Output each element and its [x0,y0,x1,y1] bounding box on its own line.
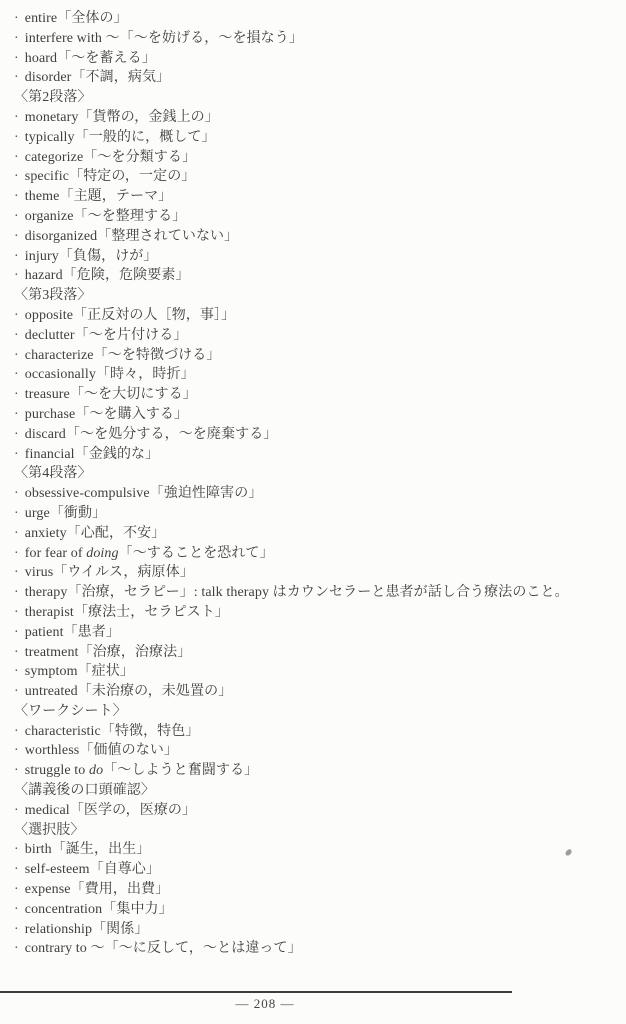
vocab-entry [14,583,622,603]
vocab-entry [14,207,622,227]
bullet-dot: · [14,505,19,521]
vocab-entry [14,801,622,821]
entry-text: patient「患者」 [24,624,120,640]
bullet-dot: · [14,228,19,244]
entry-text: purchase「～を購入する」 [24,406,189,422]
entry-text: relationship「関係」 [24,921,149,937]
vocab-entry [14,643,622,663]
vocab-entry [14,544,622,564]
bullet-dot: · [14,208,19,224]
entry-text: occasionally「時々，時折」 [24,367,195,383]
entry-text: therapy「治療，セラピー」: talk therapy はカウンセラーと患者が話し合う療法のこと。 [24,585,569,601]
vocab-entry [14,603,622,623]
entry-text: 〈ワークシート〉 [14,703,127,719]
entry-text: 「～することを恐れて」 [118,545,274,561]
vocab-entry [14,920,622,940]
vocab-entry [14,445,622,465]
section-heading [14,464,622,484]
bullet-dot: · [14,664,19,680]
entry-text: struggle to [24,763,89,779]
bullet-dot: · [14,842,19,858]
vocab-entry [14,761,622,781]
entry-text: opposite「正反対の人［物，事］」 [24,307,236,323]
bullet-dot: · [14,129,19,145]
vocab-entry [14,741,622,761]
vocab-entry [14,266,622,286]
entry-text: financial「金銭的な」 [24,446,160,462]
bullet-dot: · [14,684,19,700]
bullet-dot: · [14,644,19,660]
vocab-entry [14,623,622,643]
vocab-entry [14,247,622,267]
entry-text: typically「一般的に，概して」 [24,129,216,145]
bullet-dot: · [14,486,19,502]
vocab-entry [14,504,622,524]
bullet-dot: · [14,545,19,561]
entry-text: doing [86,545,119,561]
vocab-entry [14,484,622,504]
bullet-dot: · [14,941,19,957]
vocab-entry [14,49,622,69]
entry-text: 〈選択肢〉 [14,822,85,838]
vocab-entry [14,682,622,702]
entry-text: declutter「～を片付ける」 [24,327,188,343]
entry-text: do [88,763,104,779]
entry-text: interfere with ～「～を妨げる，～を損なう」 [24,30,303,46]
entry-text: expense「費用，出費」 [24,882,170,898]
bullet-dot: · [14,149,19,165]
bullet-dot: · [14,802,19,818]
vocab-entry [14,9,622,29]
entry-text: hazard「危険，危険要素」 [24,268,190,284]
vocab-entry [14,840,622,860]
bullet-dot: · [14,11,19,26]
vocab-entry [14,29,622,49]
vocab-entry [14,425,622,445]
bullet-dot: · [14,406,19,422]
entry-text: 「～しようと奮闘する」 [103,763,259,779]
entry-text: for fear of [24,545,87,561]
bullet-dot: · [14,327,19,343]
bullet-dot: · [14,268,19,284]
vocab-entry [14,148,622,168]
entry-text: 〈講義後の口頭確認〉 [14,783,155,799]
bullet-dot: · [14,426,19,442]
vocab-entry [14,563,622,583]
page-number: — 208 — [235,996,295,1011]
vocab-entry [14,326,622,346]
vocab-entry [14,306,622,326]
entry-text: worthless「価値のない」 [24,743,179,759]
bullet-dot: · [14,604,19,620]
bullet-dot: · [14,862,19,878]
section-heading [14,702,622,722]
entry-text: symptom「症状」 [24,664,134,680]
entry-text: urge「衝動」 [24,505,107,521]
bullet-dot: · [14,189,19,205]
bullet-dot: · [14,565,19,581]
entry-text: obsessive-compulsive「強迫性障害の」 [24,486,263,502]
entry-text: therapist「療法士，セラピスト」 [24,604,229,620]
vocab-entry [14,662,622,682]
bullet-dot: · [14,307,19,323]
entry-text: injury「負傷，けが」 [24,248,158,264]
bullet-dot: · [14,585,19,601]
entry-text: 〈第3段落〉 [14,288,92,304]
vocab-entry [14,167,622,187]
vocab-entry [14,108,622,128]
entry-text: characterize「～を特徴づける」 [24,347,221,363]
vocab-entry [14,68,622,88]
vocab-entry [14,365,622,385]
bullet-dot: · [14,367,19,383]
bullet-dot: · [14,347,19,363]
entry-text: disorganized「整理されていない」 [24,228,239,244]
bullet-dot: · [14,446,19,462]
entry-text: entire「全体の」 [24,11,128,26]
bullet-dot: · [14,248,19,264]
vocab-entry [14,524,622,544]
bullet-dot: · [14,70,19,86]
entry-text: disorder「不調，病気」 [24,70,171,86]
bullet-dot: · [14,387,19,403]
vocab-entry [14,346,622,366]
entry-text: medical「医学の，医療の」 [24,802,197,818]
vocab-entry [14,722,622,742]
footer-rule [0,991,512,993]
bullet-dot: · [14,30,19,46]
bullet-dot: · [14,624,19,640]
bullet-dot: · [14,50,19,66]
vocab-list [14,9,622,959]
section-heading [14,821,622,841]
vocab-entry [14,939,622,959]
entry-text: concentration「集中力」 [24,901,173,917]
vocab-entry [14,405,622,425]
vocab-entry [14,900,622,920]
bullet-dot: · [14,109,19,125]
bullet-dot: · [14,921,19,937]
entry-text: birth「誕生，出生」 [24,842,151,858]
entry-text: specific「特定の，一定の」 [24,169,196,185]
bullet-dot: · [14,525,19,541]
bullet-dot: · [14,901,19,917]
entry-text: treatment「治療，治療法」 [24,644,192,660]
entry-text: 〈第2段落〉 [14,90,92,106]
entry-text: organize「～を整理する」 [24,208,187,224]
entry-text: virus「ウイルス，病原体」 [24,565,194,581]
entry-text: hoard「～を蓄える」 [24,50,156,66]
bullet-dot: · [14,723,19,739]
section-heading [14,286,622,306]
entry-text: anxiety「心配，不安」 [24,525,166,541]
bullet-dot: · [14,882,19,898]
entry-text: untreated「未治療の，未処置の」 [24,684,233,700]
bullet-dot: · [14,169,19,185]
vocab-entry [14,385,622,405]
entry-text: characteristic「特徴，特色」 [24,723,200,739]
vocab-entry [14,880,622,900]
entry-text: treasure「～を大切にする」 [24,387,197,403]
section-heading [14,781,622,801]
bullet-dot: · [14,743,19,759]
entry-text: monetary「貨幣の，金銭上の」 [24,109,219,125]
section-heading [14,88,622,108]
entry-text: theme「主題，テーマ」 [24,189,173,205]
vocab-entry [14,227,622,247]
entry-text: 〈第4段落〉 [14,466,92,482]
entry-text: contrary to ～「～に反して，～とは違って」 [24,941,302,957]
entry-text: self-esteem「自尊心」 [24,862,161,878]
entry-text: categorize「～を分類する」 [24,149,197,165]
vocab-entry [14,860,622,880]
entry-text: discard「～を処分する，～を廃棄する」 [24,426,278,442]
vocab-entry [14,128,622,148]
vocab-entry [14,187,622,207]
bullet-dot: · [14,763,19,779]
